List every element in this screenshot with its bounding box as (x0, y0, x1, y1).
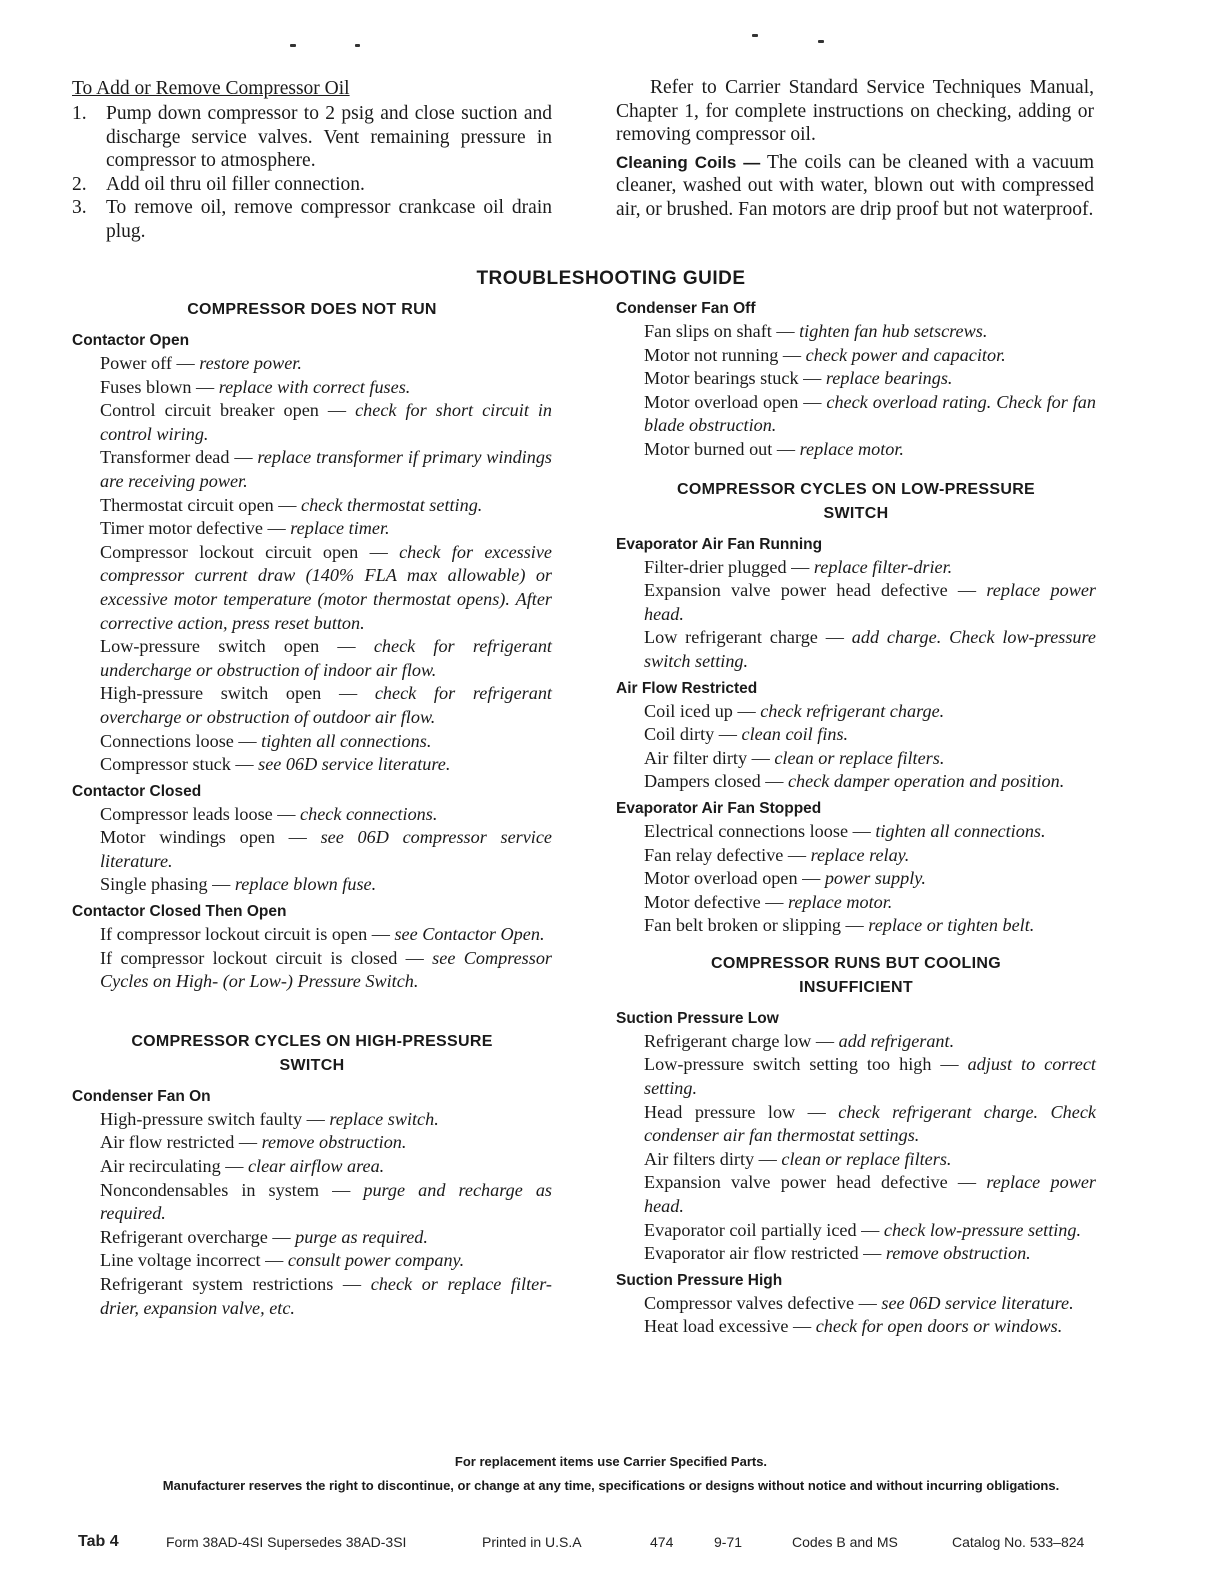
troubleshooting-entry (72, 873, 552, 897)
troubleshooting-entry (616, 556, 1096, 580)
entry-cause: Motor bearings stuck — (644, 368, 826, 389)
entry-cause: Coil dirty — (644, 724, 742, 745)
entry-remedy: replace with correct fuses. (218, 376, 411, 397)
oil-section (72, 76, 552, 244)
entry-cause: Motor overload open — (644, 391, 827, 412)
subsection-title: Evaporator Air Fan Running (616, 535, 823, 553)
troubleshooting-entry (616, 579, 1096, 626)
entry-list (72, 1108, 552, 1320)
entry-remedy: check refrigerant charge. Check condenser air fan thermostat settings. (644, 1101, 1096, 1146)
entry-remedy: check overload rating. Check for fan blade obstruction. (644, 391, 1096, 436)
entry-cause: Motor not running — (644, 344, 806, 365)
troubleshooting-entry (72, 923, 552, 947)
service-notes (616, 76, 1094, 222)
entry-remedy: tighten all connections. (261, 730, 432, 751)
entry-remedy: replace motor. (787, 891, 893, 912)
oil-section-heading: To Add or Remove Compressor Oil (72, 78, 350, 99)
entry-remedy: check for open doors or windows. (815, 1316, 1063, 1337)
entry-list (616, 556, 1096, 674)
troubleshooting-entry (72, 399, 552, 446)
troubleshooting-entry (72, 635, 552, 682)
scan-speck (290, 44, 296, 47)
troubleshooting-entry (72, 1226, 552, 1250)
footer-parts-note: For replacement items use Carrier Specified Parts. (454, 1454, 768, 1469)
entry-cause: Expansion valve power head defective — (644, 1172, 987, 1193)
entry-remedy: clean or replace filters. (774, 747, 945, 768)
footer-disclaimer: Manufacturer reserves the right to discontinue, or change at any time, specifications or designs without notice and without incurring obligations. (162, 1478, 1060, 1493)
subsection-title: Evaporator Air Fan Stopped (616, 799, 822, 817)
print-date: 9-71 (714, 1534, 743, 1550)
entry-cause: Fan belt broken or slipping — (644, 915, 869, 936)
printed-in: Printed in U.S.A (482, 1534, 582, 1550)
entry-remedy: replace timer. (290, 518, 390, 539)
entry-list (616, 320, 1096, 462)
entry-cause: Fan relay defective — (644, 844, 811, 865)
section-title: COMPRESSOR CYCLES ON LOW-PRESSURE SWITCH (676, 480, 1036, 522)
entry-cause: Motor windings open — (100, 827, 321, 848)
entry-remedy: see 06D compressor service literature. (100, 827, 552, 871)
entry-cause: If compressor lockout circuit is open — (100, 924, 395, 945)
guide-section (72, 1030, 552, 1320)
entry-remedy: remove obstruction. (261, 1132, 407, 1153)
subsection-title: Condenser Fan Off (616, 300, 756, 317)
entry-cause: Refrigerant charge low — (644, 1030, 839, 1051)
oil-step (72, 173, 552, 197)
troubleshooting-entry (616, 1101, 1096, 1148)
troubleshooting-entry (616, 770, 1096, 794)
troubleshooting-entry (616, 914, 1096, 938)
entry-remedy: check for excessive compressor current draw (140% FLA max allowable) or excessive motor temperature (motor thermostat opens). After corrective action, press reset button. (100, 541, 552, 633)
troubleshooting-entry (616, 1242, 1096, 1266)
cleaning-label: Cleaning Coils — (616, 152, 761, 172)
troubleshooting-entry (72, 1249, 552, 1273)
troubleshooting-entry (616, 320, 1096, 344)
entry-cause: Compressor stuck — (100, 754, 259, 775)
entry-cause: Dampers closed — (644, 771, 788, 792)
entry-list (616, 700, 1096, 794)
entry-remedy: replace blown fuse. (234, 874, 377, 895)
entry-cause: Timer motor defective — (100, 518, 291, 539)
entry-remedy: see 06D service literature. (258, 754, 451, 775)
entry-cause: Motor burned out — (644, 438, 800, 459)
entry-remedy: replace transformer if primary windings are receiving power. (100, 447, 552, 491)
codes-label: Codes B and MS (792, 1534, 898, 1550)
entry-cause: Thermostat circuit open — (100, 494, 302, 515)
entry-remedy: replace filter-drier. (813, 556, 953, 577)
entry-remedy: power supply. (824, 868, 926, 889)
entry-remedy: replace power head. (644, 1172, 1096, 1217)
entry-cause: Low refrigerant charge — (644, 627, 852, 648)
troubleshooting-entry (616, 891, 1096, 915)
oil-step-text: Pump down compressor to 2 psig and close suction and discharge service valves. Vent remaining pressure in compressor to atmosphere. (106, 103, 552, 172)
entry-remedy: check power and capacitor. (805, 344, 1006, 365)
entry-remedy: restore power. (199, 353, 302, 373)
troubleshooting-entry (616, 626, 1096, 673)
entry-cause: Motor defective — (644, 891, 788, 912)
entry-remedy: check low-pressure setting. (883, 1219, 1082, 1240)
oil-step (72, 102, 552, 173)
entry-remedy: check for refrigerant undercharge or obstruction of indoor air flow. (100, 636, 552, 680)
entry-cause: Electrical connections loose — (644, 820, 876, 841)
entry-remedy: tighten fan hub setscrews. (799, 321, 988, 341)
troubleshooting-entry (616, 1053, 1096, 1100)
cleaning-paragraph (616, 151, 1094, 222)
troubleshooting-entry (72, 446, 552, 493)
guide-section (616, 298, 1096, 462)
oil-step-text: Add oil thru oil filler connection. (106, 173, 365, 195)
troubleshooting-entry (616, 1148, 1096, 1172)
entry-cause: Compressor lockout circuit open — (100, 541, 400, 562)
entry-cause: Power off — (100, 353, 200, 373)
troubleshooting-entry (72, 730, 552, 754)
troubleshooting-entry (72, 352, 552, 376)
entry-remedy: check connections. (300, 803, 438, 824)
oil-step-number: 2. (72, 173, 87, 195)
troubleshooting-entry (72, 826, 552, 873)
entry-remedy: purge and recharge as required. (100, 1179, 552, 1224)
entry-cause: Coil iced up — (644, 700, 761, 721)
entry-cause: Filter-drier plugged — (644, 556, 814, 577)
entry-cause: Control circuit breaker open — (100, 400, 356, 421)
troubleshooting-guide-title: TROUBLESHOOTING GUIDE (476, 268, 746, 289)
troubleshooting-entry (616, 844, 1096, 868)
entry-cause: Noncondensables in system — (100, 1179, 364, 1200)
entry-remedy: check damper operation and position. (787, 771, 1065, 792)
subsection-title: Suction Pressure High (616, 1271, 783, 1289)
scan-speck (818, 40, 824, 43)
entry-remedy: clean coil fins. (741, 724, 849, 745)
troubleshooting-entry (72, 803, 552, 827)
subsection-title: Contactor Open (72, 332, 190, 349)
troubleshooting-entry (616, 391, 1096, 438)
entry-remedy: see 06D service literature. (881, 1292, 1074, 1313)
entry-remedy: see Compressor Cycles on High- (or Low-) Pressure Switch. (100, 947, 552, 992)
subsection-title: Contactor Closed Then Open (72, 903, 287, 921)
entry-cause: High-pressure switch faulty — (100, 1108, 330, 1129)
entry-list (72, 803, 552, 897)
entry-remedy: replace or tighten belt. (868, 915, 1035, 936)
oil-step-number: 1. (72, 103, 87, 124)
troubleshooting-entry (616, 1171, 1096, 1218)
troubleshooting-entry (616, 367, 1096, 391)
entry-cause: Air flow restricted — (100, 1132, 262, 1153)
entry-remedy: remove obstruction. (885, 1243, 1031, 1264)
entry-cause: Transformer dead — (100, 447, 258, 468)
troubleshooting-entry (72, 517, 552, 541)
scan-speck (752, 34, 758, 37)
troubleshooting-entry (616, 1219, 1096, 1243)
entry-cause: Expansion valve power head defective — (644, 580, 987, 601)
entry-cause: Motor overload open — (644, 868, 825, 889)
entry-cause: Connections loose — (100, 730, 262, 751)
troubleshooting-entry (72, 1273, 552, 1320)
left-guide-column (72, 298, 552, 1320)
oil-step-number: 3. (72, 197, 87, 219)
troubleshooting-entry (72, 1131, 552, 1155)
entry-remedy: check thermostat setting. (301, 494, 483, 515)
entry-cause: Low-pressure switch setting too high — (644, 1054, 968, 1075)
troubleshooting-entry (616, 438, 1096, 462)
entry-cause: Heat load excessive — (644, 1316, 816, 1337)
troubleshooting-entry (616, 747, 1096, 771)
entry-remedy: add charge. Check low-pressure switch setting. (644, 627, 1096, 671)
entry-cause: Fuses blown — (100, 376, 219, 397)
form-number: Form 38AD-4SI Supersedes 38AD-3SI (166, 1534, 407, 1550)
entry-remedy: replace bearings. (825, 368, 953, 389)
print-code: 474 (650, 1534, 674, 1550)
entry-list (72, 923, 552, 994)
refer-paragraph: Refer to Carrier Standard Service Techniques Manual, Chapter 1, for complete instructions on checking, adding or removing compressor oil. (616, 77, 1094, 146)
entry-remedy: replace motor. (799, 438, 904, 459)
troubleshooting-entry (616, 867, 1096, 891)
entry-cause: Single phasing — (100, 874, 235, 895)
entry-remedy: replace relay. (810, 844, 910, 865)
troubleshooting-entry (72, 1108, 552, 1132)
entry-remedy: tighten all connections. (875, 820, 1046, 841)
entry-cause: Low-pressure switch open — (100, 636, 374, 657)
scan-speck (355, 44, 360, 47)
entry-remedy: check or replace filter-drier, expansion valve, etc. (100, 1274, 552, 1318)
subsection-title: Condenser Fan On (72, 1087, 211, 1105)
section-title: COMPRESSOR CYCLES ON HIGH-PRESSURE SWITCH (131, 1032, 493, 1074)
entry-list (616, 1030, 1096, 1266)
entry-remedy: check refrigerant charge. (760, 700, 945, 721)
troubleshooting-entry (616, 723, 1096, 747)
right-guide-column (616, 298, 1096, 1339)
entry-cause: Head pressure low — (644, 1101, 839, 1122)
subsection-title: Contactor Closed (72, 782, 202, 800)
entry-remedy: replace power head. (644, 580, 1096, 624)
entry-cause: Air recirculating — (100, 1156, 248, 1177)
entry-cause: Fan slips on shaft — (644, 321, 800, 341)
oil-step-text: To remove oil, remove compressor crankcase oil drain plug. (106, 197, 552, 242)
troubleshooting-entry (72, 541, 552, 635)
troubleshooting-entry (616, 344, 1096, 368)
subsection-title: Suction Pressure Low (616, 1009, 779, 1027)
entry-cause: Compressor valves defective — (644, 1292, 882, 1313)
cleaning-text: The coils can be cleaned with a vacuum cleaner, washed out with water, blown out with compressed air, or brushed. Fan motors are drip proof but not waterproof. (616, 151, 1094, 220)
entry-cause: If compressor lockout circuit is closed — (100, 947, 433, 968)
oil-step (72, 196, 552, 243)
oil-steps-list (72, 102, 552, 244)
entry-remedy: consult power company. (287, 1250, 465, 1271)
section-title: COMPRESSOR DOES NOT RUN (187, 301, 437, 318)
entry-remedy: adjust to correct setting. (644, 1054, 1096, 1099)
entry-remedy: replace switch. (329, 1108, 439, 1129)
entry-cause: Line voltage incorrect — (100, 1250, 288, 1271)
entry-cause: Air filters dirty — (644, 1148, 782, 1169)
entry-cause: Evaporator air flow restricted — (644, 1243, 886, 1264)
troubleshooting-entry (72, 947, 552, 994)
entry-remedy: check for refrigerant overcharge or obstruction of outdoor air flow. (100, 683, 552, 727)
entry-remedy: clear airflow area. (247, 1156, 385, 1177)
entry-remedy: purge as required. (295, 1226, 428, 1247)
entry-cause: High-pressure switch open — (100, 683, 375, 704)
entry-cause: Refrigerant system restrictions — (100, 1274, 371, 1294)
entry-remedy: check for short circuit in control wiring. (100, 400, 553, 444)
guide-section (616, 478, 1096, 938)
troubleshooting-entry (72, 1179, 552, 1226)
entry-remedy: add refrigerant. (838, 1030, 955, 1051)
troubleshooting-entry (72, 494, 552, 518)
entry-remedy: clean or replace filters. (781, 1148, 952, 1169)
catalog-number: Catalog No. 533–824 (952, 1534, 1085, 1550)
troubleshooting-entry (616, 1315, 1096, 1339)
tab-label: Tab 4 (78, 1533, 119, 1550)
entry-cause: Evaporator coil partially iced — (644, 1219, 884, 1240)
troubleshooting-entry (72, 682, 552, 729)
entry-list (72, 352, 552, 777)
troubleshooting-entry (616, 700, 1096, 724)
entry-cause: Compressor leads loose — (100, 803, 301, 824)
entry-remedy: see Contactor Open. (394, 924, 545, 945)
guide-section (616, 952, 1096, 1339)
entry-list (616, 1292, 1096, 1339)
troubleshooting-entry (616, 1292, 1096, 1316)
guide-section (72, 298, 552, 994)
entry-list (616, 820, 1096, 938)
entry-cause: Refrigerant overcharge — (100, 1226, 296, 1247)
troubleshooting-entry (72, 376, 552, 400)
troubleshooting-entry (72, 1155, 552, 1179)
entry-cause: Air filter dirty — (644, 747, 775, 768)
troubleshooting-entry (616, 820, 1096, 844)
footer (0, 1450, 1222, 1498)
section-title: COMPRESSOR RUNS BUT COOLING INSUFFICIENT (711, 954, 1001, 996)
troubleshooting-entry (616, 1030, 1096, 1054)
troubleshooting-entry (72, 753, 552, 777)
subsection-title: Air Flow Restricted (616, 679, 758, 697)
